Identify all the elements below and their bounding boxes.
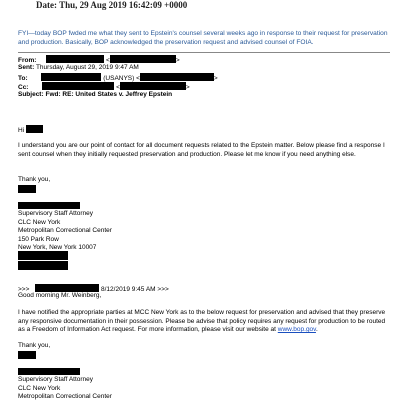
signature-redaction: [18, 185, 36, 193]
redaction: [18, 202, 80, 209]
cc-label: Cc:: [18, 84, 29, 91]
redaction: [46, 55, 104, 63]
bop-website-link[interactable]: www.bop.gov: [277, 326, 316, 334]
signature-block-2: Supervisory Staff Attorney CLC New York Metropolitan Correctional Center: [18, 368, 390, 402]
signature-redaction: [18, 351, 36, 359]
subject-value: Fwd: RE: United States v. Jeffrey Epstein: [45, 91, 173, 98]
redaction: [26, 125, 43, 133]
cc-row: Cc: < >: [18, 84, 190, 91]
body-paragraph-2: I have notified the appropriate parties at MCC New York as to the below request for preservation and advised that they preserve any responsive documentation in their possession. Please be advise that policy requires any request for production to be routed as a Freedom of Information Act request. For more information, please visit our website at www.bop.gov.: [18, 309, 386, 334]
sent-row: [18, 64, 139, 73]
fyi-note: FYI—today BOP fwded me what they sent to Epstein's counsel several weeks ago in response to their request for preservation and production. Basically, BOP acknowledged the preservation request and advised counsel of FOIA.: [18, 30, 388, 46]
redaction: [35, 284, 99, 292]
subject-row: [18, 91, 172, 100]
signature-block-1: Supervisory Staff Attorney CLC New York Metropolitan Correctional Center 150 Park Row New York, New York 10007: [18, 202, 390, 253]
thanks-2: Thank you,: [18, 342, 51, 349]
redaction: [120, 82, 186, 90]
to-label: To:: [18, 75, 28, 82]
divider: [18, 52, 390, 53]
to-row: To: (USANYS) < >: [18, 75, 218, 82]
redaction-block: [18, 251, 68, 270]
from-label: From:: [18, 57, 37, 64]
greeting-2: Good morning Mr. Weinberg,: [18, 292, 102, 299]
sent-value: Thursday, August 29, 2019 9:47 AM: [35, 64, 139, 71]
thanks-1: Thank you,: [18, 176, 51, 183]
redaction: [42, 82, 114, 90]
to-value: (USANYS) <: [103, 75, 140, 82]
forward-header: >>> 8/12/2019 9:45 AM >>>: [18, 286, 169, 293]
header-date: Date: Thu, 29 Aug 2019 16:42:09 +0000: [36, 0, 188, 10]
body-paragraph-1: I understand you are our point of contact for all document requests related to the Epstein matter. Below please find a response I sent counsel when they initially requested preservation and production. Please let me know if you need anything else.: [18, 142, 385, 158]
redaction: [110, 55, 176, 63]
redaction: [18, 368, 80, 375]
redaction: [41, 73, 101, 81]
redaction: [140, 73, 214, 81]
subject-label: Subject:: [18, 91, 44, 98]
from-row: From: < >: [18, 57, 180, 64]
greeting-1: Hi: [18, 125, 390, 136]
sent-label: Sent:: [18, 64, 35, 71]
